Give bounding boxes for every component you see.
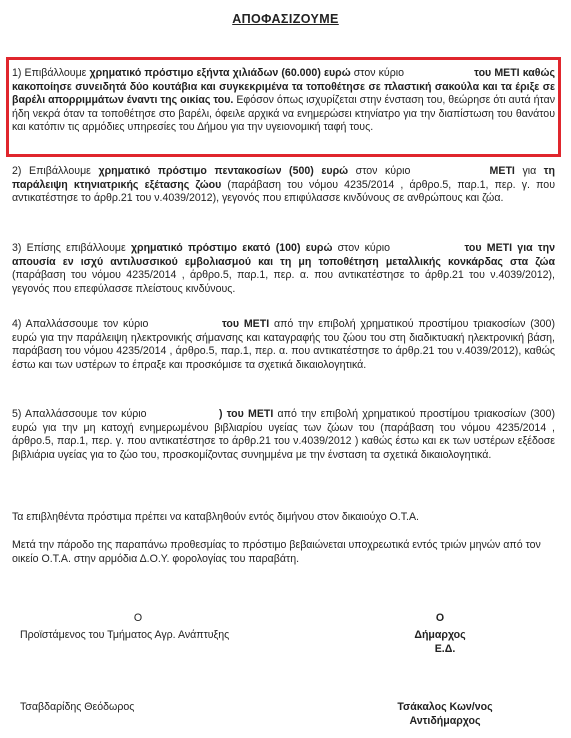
redacted-name <box>407 68 471 78</box>
paragraph-1: 1) Επιβάλλουμε χρηματικό πρόστιμο εξήντα χιλιάδων (60.000) ευρώ στον κύριο του ΜΕΤΙ καθώς κακοποίησε συνειδητά δύο κουτάβια και συγκεκριμένα τα τοποθέτησε σε πλαστική σακούλα και τα έριξε σε βαρέλι απορριμμάτων έναντι της οικίας του. Εφόσον όπως ισχυρίζεται στην ένσταση του, θεώρησε ότι αυτά ήταν ήδη νεκρά όταν τα τοποθέτησε στο βαρέλι, όφειλε αρχικά να ενημερώσει κτηνίατρο για την διαπίστωση του θανάτου και κατόπιν τις αρμόδιες υπηρεσίες του Δήμου για την υγειονομική ταφή τους. <box>12 67 556 134</box>
decision-heading: ΑΠΟΦΑΣΙΖΟΥΜΕ <box>232 12 339 26</box>
right-signature-name: Τσάκαλος Κων/νος <box>397 701 493 713</box>
paragraph-4: 4) Απαλλάσσουμε τον κύριο του ΜΕΤΙ από την επιβολή χρηματικού προστίμου τριακοσίων (300) ευρώ για την παράλειψη ηλεκτρονικής σήμανσης και καταγραφής του ζώου του στη διαδικτυακή ηλεκτρονική βάση, παράβαση του νόμου 4235/2014 , άρθρο.5, παρ.1, περ. α. που αντικατέστησε το άρθρ.21 του ν.4039/2012), καθώς έστω και των υστέρων το έπραξε και προσκόμισε τα σχετικά δικαιολογητικά. <box>12 318 555 371</box>
paragraph-3: 3) Επίσης επιβάλλουμε χρηματικό πρόστιμο εκατό (100) ευρώ στον κύριο του ΜΕΤΙ για την απουσία εν ισχύ αντιλυσσικού εμβολιασμού και τη μη τοποθέτηση μεταλλικής κονκάρδας στα ζώα (παράβαση του νόμου 4235/2014 , άρθρο.5, παρ.1, περ. α. που αντικατέστησε το άρθρ.21 του ν.4039/2012), γεγονός που επεφύλασσε πλείστους κινδύνους. <box>12 242 555 295</box>
left-signature-title: Προϊστάμενος του Τμήματος Αγρ. Ανάπτυξης <box>20 629 230 641</box>
paragraph-2: 2) Επιβάλλουμε χρηματικό πρόστιμο πεντακοσίων (500) ευρώ στον κύριο ΜΕΤΙ για τη παράλειψη κτηνιατρικής εξέτασης ζώου (παράβαση του νόμου 4235/2014 , άρθρο.5, παρ.1, περ. γ. που αντικατέστησε το άρθρ.21 του ν.4039/2012), γεγονός που επιφύλασσε κινδύνους σε ανθρώπους και ζώα. <box>12 165 555 205</box>
payment-note: Τα επιβληθέντα πρόστιμα πρέπει να καταβληθούν εντός διμήνου στον δικαιούχο Ο.Τ.Α. <box>12 511 419 523</box>
deadline-note: Μετά την πάροδο της παραπάνω προθεσμίας το πρόστιμο βεβαιώνεται υποχρεωτικά εντός τριών μηνών από τον οικείο Ο.Τ.Α. στην αρμόδια Δ.Ο.Υ. φορολογίας του παραβάτη. <box>12 539 541 565</box>
left-signature-article: Ο <box>133 612 143 624</box>
redacted-name <box>418 166 482 176</box>
right-signature-role: Αντιδήμαρχος <box>409 715 481 727</box>
redacted-name <box>395 243 459 253</box>
right-signature-title: Δήμαρχος <box>414 629 466 641</box>
paragraph-5: 5) Απαλλάσσουμε τον κύριο ) του ΜΕΤΙ από την επιβολή χρηματικού προστίμου τριακοσίων (300) ευρώ για την μη κατοχή ενημερωμένου βιβλιαρίου υγείας των ζώων του (παράβαση του νόμου 4235/2014 , άρθρο.5, παρ.1, περ. γ. που αντικατέστησε το άρθρ.21 του ν.4039/2012 ) καθώς έστω και εκ των υστέρων εξέδοσε βιβλιάρια υγείας για το ζώο του, προσκομίζοντας συνημμένα με την ένσταση τα σχετικά δικαιολογητικά. <box>12 408 555 461</box>
redacted-name <box>151 409 215 419</box>
right-signature-article: Ο <box>435 612 445 624</box>
right-signature-sub: Ε.Δ. <box>434 643 456 655</box>
redacted-name <box>153 319 217 329</box>
left-signature-name: Τσαβδαρίδης Θεόδωρος <box>20 701 135 713</box>
